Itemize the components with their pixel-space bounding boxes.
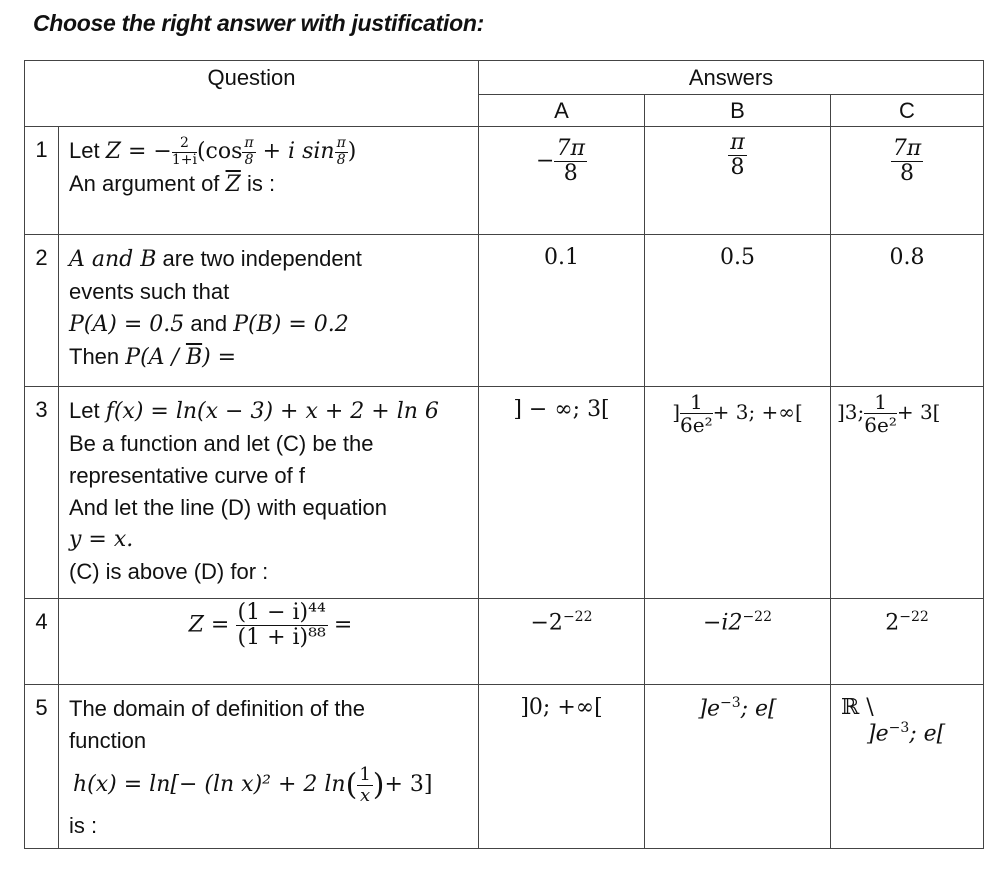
row-number: 5 (25, 685, 59, 849)
answer-a: ] − ∞; 3[ (479, 387, 645, 599)
row-number: 2 (25, 235, 59, 387)
row-number: 4 (25, 599, 59, 685)
table-row (25, 235, 984, 387)
answer-c: 0.8 (831, 235, 984, 387)
row-number: 1 (25, 127, 59, 235)
answer-c: ℝ \ ]$e^{-3}$; e[ (831, 685, 984, 849)
answer-c: ]3; $\frac{1}{\text{6e²}}$ + 3[ (831, 387, 984, 599)
table-row (25, 127, 984, 235)
header-question: Question (25, 61, 479, 127)
question-table (24, 60, 984, 849)
answer-b: $\frac{\pi}{8}$ (645, 127, 831, 235)
answer-a: $-2^{-22}$ (479, 599, 645, 685)
question-cell: Z = $\frac{\text{(1 − i)⁴⁴}}{\text{(1 + i)⁸⁸}}$ = (59, 599, 479, 685)
table-row (25, 387, 984, 599)
answer-c: $2^{-22}$ (831, 599, 984, 685)
answer-a: 0.1 (479, 235, 645, 387)
question-cell: The domain of definition of the function h(x) = ln[− (ln x)² + 2 ln( $\frac{1}{x}$ )+ 3] is : (59, 685, 479, 849)
question-cell: Let Z = − $\frac{2}{1+i}$ (cos $\frac{\pi}{8}$ + i sin $\frac{\pi}{8}$ ) An argument of $\overline{Z}$ is : (59, 127, 479, 235)
question-cell: Let f(x) = ln(x − 3) + x + 2 + ln 6 Be a function and let (C) be the representative curve of f And let the line (D) with equation y = x. (C) is above (D) for : (59, 387, 479, 599)
header-answers: Answers (479, 61, 984, 95)
answer-b: ]$e^{-3}$; e[ (645, 685, 831, 849)
answer-c: $\frac{7\pi}{8}$ (831, 127, 984, 235)
row-number: 3 (25, 387, 59, 599)
page-title: Choose the right answer with justification: (33, 10, 484, 36)
question-cell: A and B are two independent events such that P(A) = 0.5 and P(B) = 0.2 Then $P(A / \overline{B})$ = (59, 235, 479, 387)
table-row (25, 599, 984, 685)
answer-b: $-i2^{-22}$ (645, 599, 831, 685)
header-c: C (831, 95, 984, 127)
answer-a: − $\frac{7\pi}{8}$ (479, 127, 645, 235)
table-row (25, 685, 984, 849)
header-b: B (645, 95, 831, 127)
header-a: A (479, 95, 645, 127)
answer-a: ]0; +∞[ (479, 685, 645, 849)
answer-b: 0.5 (645, 235, 831, 387)
answer-b: ] $\frac{1}{\text{6e²}}$ + 3; +∞[ (645, 387, 831, 599)
